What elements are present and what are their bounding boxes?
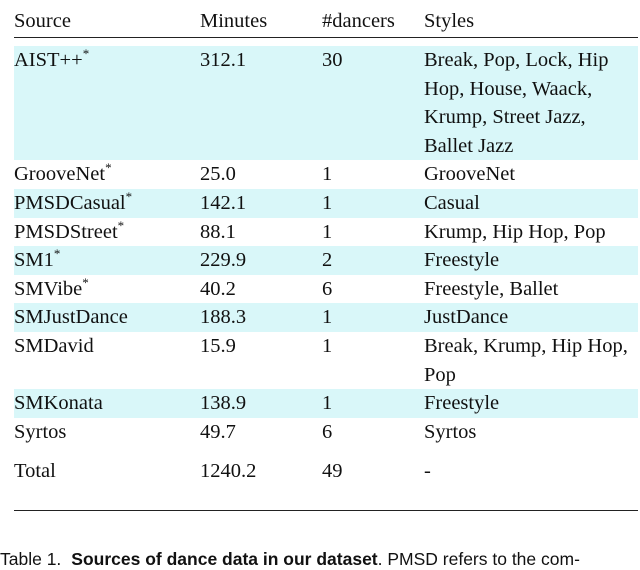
source-cell (14, 246, 200, 275)
minutes-cell: 15.9 (200, 334, 236, 357)
source-cell (14, 418, 200, 447)
table-row (14, 46, 638, 160)
source-cell (14, 160, 200, 189)
source-name: SMVibe (14, 277, 83, 300)
table-header-row (14, 4, 638, 38)
source-cell (14, 303, 200, 332)
table-row (14, 275, 638, 304)
styles-cell: Freestyle (424, 246, 638, 275)
source-cell (14, 218, 200, 247)
styles-cell: Syrtos (424, 420, 477, 443)
styles-cell: Freestyle (424, 389, 638, 418)
caption-label: Table 1. (0, 549, 62, 569)
dancers-cell: 1 (322, 163, 333, 186)
column-header-minutes: Minutes (200, 10, 268, 32)
dancers-cell: 6 (322, 277, 333, 300)
total-spacer (14, 446, 638, 454)
source-name: PMSDStreet (14, 220, 118, 243)
source-cell (14, 332, 200, 389)
minutes-cell: 142.1 (200, 189, 322, 218)
header-spacer (14, 38, 638, 46)
styles-cell: Casual (424, 189, 638, 218)
source-name: PMSDCasual (14, 191, 126, 214)
source-name: AIST++ (14, 49, 83, 71)
dancers-cell: 30 (322, 46, 424, 160)
table-row (14, 332, 638, 389)
footnote-star: * (125, 188, 133, 204)
source-cell (14, 189, 200, 218)
source-name: GrooveNet (14, 163, 106, 186)
source-name: SMJustDance (14, 306, 128, 329)
table-row (14, 218, 638, 247)
styles-cell: JustDance (424, 303, 638, 332)
source-name: Syrtos (14, 420, 67, 443)
footnote-star: * (82, 46, 90, 61)
table-row (14, 160, 638, 189)
table-row (14, 389, 638, 418)
dancers-cell: 6 (322, 420, 333, 443)
source-name: SMDavid (14, 334, 94, 357)
styles-cell: Freestyle, Ballet (424, 277, 559, 300)
table-caption (0, 548, 640, 570)
minutes-cell: 312.1 (200, 46, 322, 160)
total-label: Total (14, 460, 56, 483)
footnote-star: * (82, 274, 89, 290)
styles-cell: GrooveNet (424, 163, 516, 186)
styles-cell: Break, Pop, Lock, Hip Hop, House, Waack, Krump, Street Jazz, Ballet Jazz (424, 46, 638, 160)
dancers-cell: 1 (322, 389, 424, 418)
footnote-star: * (105, 160, 112, 176)
table-row (14, 189, 638, 218)
column-header-styles: Styles (424, 10, 475, 32)
table-row (14, 303, 638, 332)
footnote-star: * (53, 246, 61, 262)
minutes-cell: 229.9 (200, 246, 322, 275)
minutes-cell: 188.3 (200, 303, 322, 332)
sources-table (14, 4, 638, 485)
column-header-source: Source (14, 10, 71, 32)
dancers-cell: 2 (322, 246, 424, 275)
source-cell (14, 46, 200, 160)
minutes-cell: 49.7 (200, 420, 236, 443)
source-cell (14, 275, 200, 304)
dancers-cell: 1 (322, 303, 424, 332)
minutes-cell: 25.0 (200, 163, 236, 186)
minutes-cell: 40.2 (200, 277, 236, 300)
body-bottom-rule (14, 510, 638, 511)
caption-text: . PMSD refers to the com- (377, 549, 580, 569)
source-name: SMKonata (14, 392, 103, 415)
source-name: SM1 (14, 249, 54, 272)
styles-cell: Break, Krump, Hip Hop, Pop (424, 334, 628, 386)
footnote-star: * (117, 217, 125, 233)
dancers-cell: 1 (322, 189, 424, 218)
column-header-dancers: #dancers (322, 10, 395, 32)
table-row (14, 246, 638, 275)
minutes-cell: 138.9 (200, 389, 322, 418)
styles-cell: Krump, Hip Hop, Pop (424, 220, 606, 243)
caption-title: Sources of dance data in our dataset (71, 549, 378, 569)
minutes-cell: 88.1 (200, 220, 236, 243)
dancers-cell: 1 (322, 220, 333, 243)
total-dancers: 49 (322, 460, 343, 483)
table-body (14, 38, 638, 485)
total-styles: - (424, 460, 431, 483)
table-row (14, 418, 638, 447)
total-row (14, 454, 638, 485)
total-minutes: 1240.2 (200, 460, 257, 483)
source-cell (14, 389, 200, 418)
dancers-cell: 1 (322, 334, 333, 357)
